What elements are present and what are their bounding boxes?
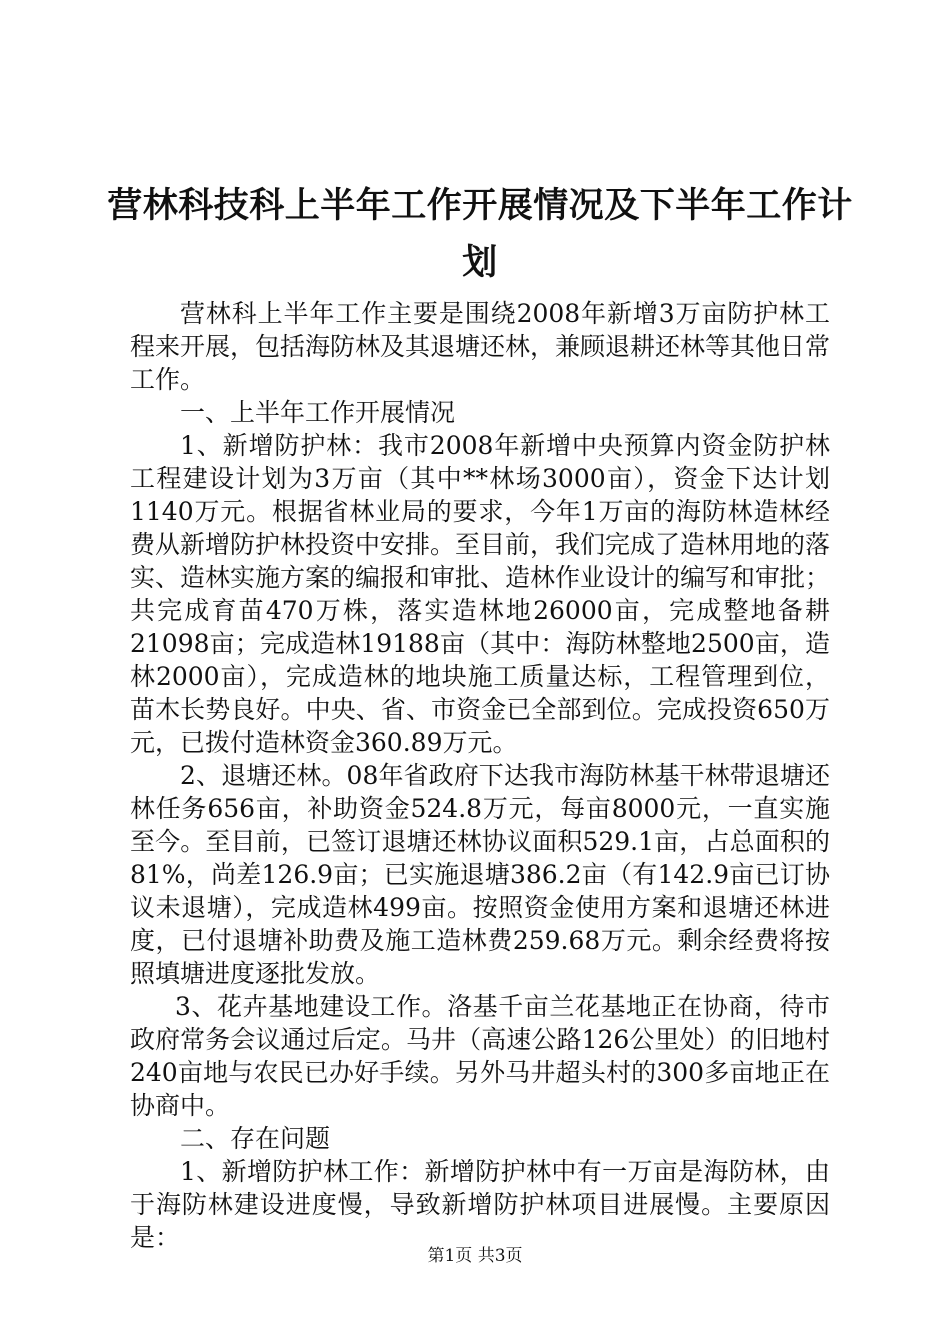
- document-title: 营林科技科上半年工作开展情况及下半年工作计划: [107, 186, 853, 283]
- page-footer: 第1页 共3页: [427, 1246, 523, 1266]
- paragraph-problem-1: 1、新增防护林工作：新增防护林中有一万亩是海防林，由于海防林建设进度慢，导致新增防护林项目进展慢。主要原因是：: [130, 1157, 830, 1252]
- intro-paragraph: 营林科上半年工作主要是围绕2008年新增3万亩防护林工程来开展，包括海防林及其退塘还林，兼顾退耕还林等其他日常工作。: [130, 299, 831, 394]
- section-heading-progress: 一、上半年工作开展情况: [180, 398, 456, 427]
- paragraph-flower-base: 3、花卉基地建设工作。洛基千亩兰花基地正在协商，待市政府常务会议通过后定。马井（高速公路126公里处）的旧地村240亩地与农民已办好手续。另外马井超头村的300多亩地正在协商中。: [130, 992, 830, 1120]
- section-heading-problems: 二、存在问题: [180, 1124, 331, 1153]
- paragraph-pond-to-forest: 2、退塘还林。08年省政府下达我市海防林基干林带退塘还林任务656亩，补助资金524.8万元，每亩8000元，一直实施至今。至目前，已签订退塘还林协议面积529.1亩，占总面积的81%，尚差126.9亩；已实施退塘386.2亩（有142.9亩已订协议未退塘），完成造林499亩。按照资金使用方案和退塘还林进度，已付退塘补助费及施工造林费259.68万元。剩余经费将按照填塘进度逐批发放。: [130, 761, 830, 988]
- paragraph-new-shelter-forest: 1、新增防护林：我市2008年新增中央预算内资金防护林工程建设计划为3万亩（其中**林场3000亩），资金下达计划1140万元。根据省林业局的要求，今年1万亩的海防林造林经费从新增防护林投资中安排。至目前，我们完成了造林用地的落实、造林实施方案的编报和审批、造林作业设计的编写和审批；共完成育苗470万株，落实造林地26000亩，完成整地备耕21098亩；完成造林19188亩（其中：海防林整地2500亩，造林2000亩），完成造林的地块施工质量达标，工程管理到位，苗木长势良好。中央、省、市资金已全部到位。完成投资650万元，已拨付造林资金360.89万元。: [130, 431, 831, 757]
- document-body: [130, 297, 830, 1254]
